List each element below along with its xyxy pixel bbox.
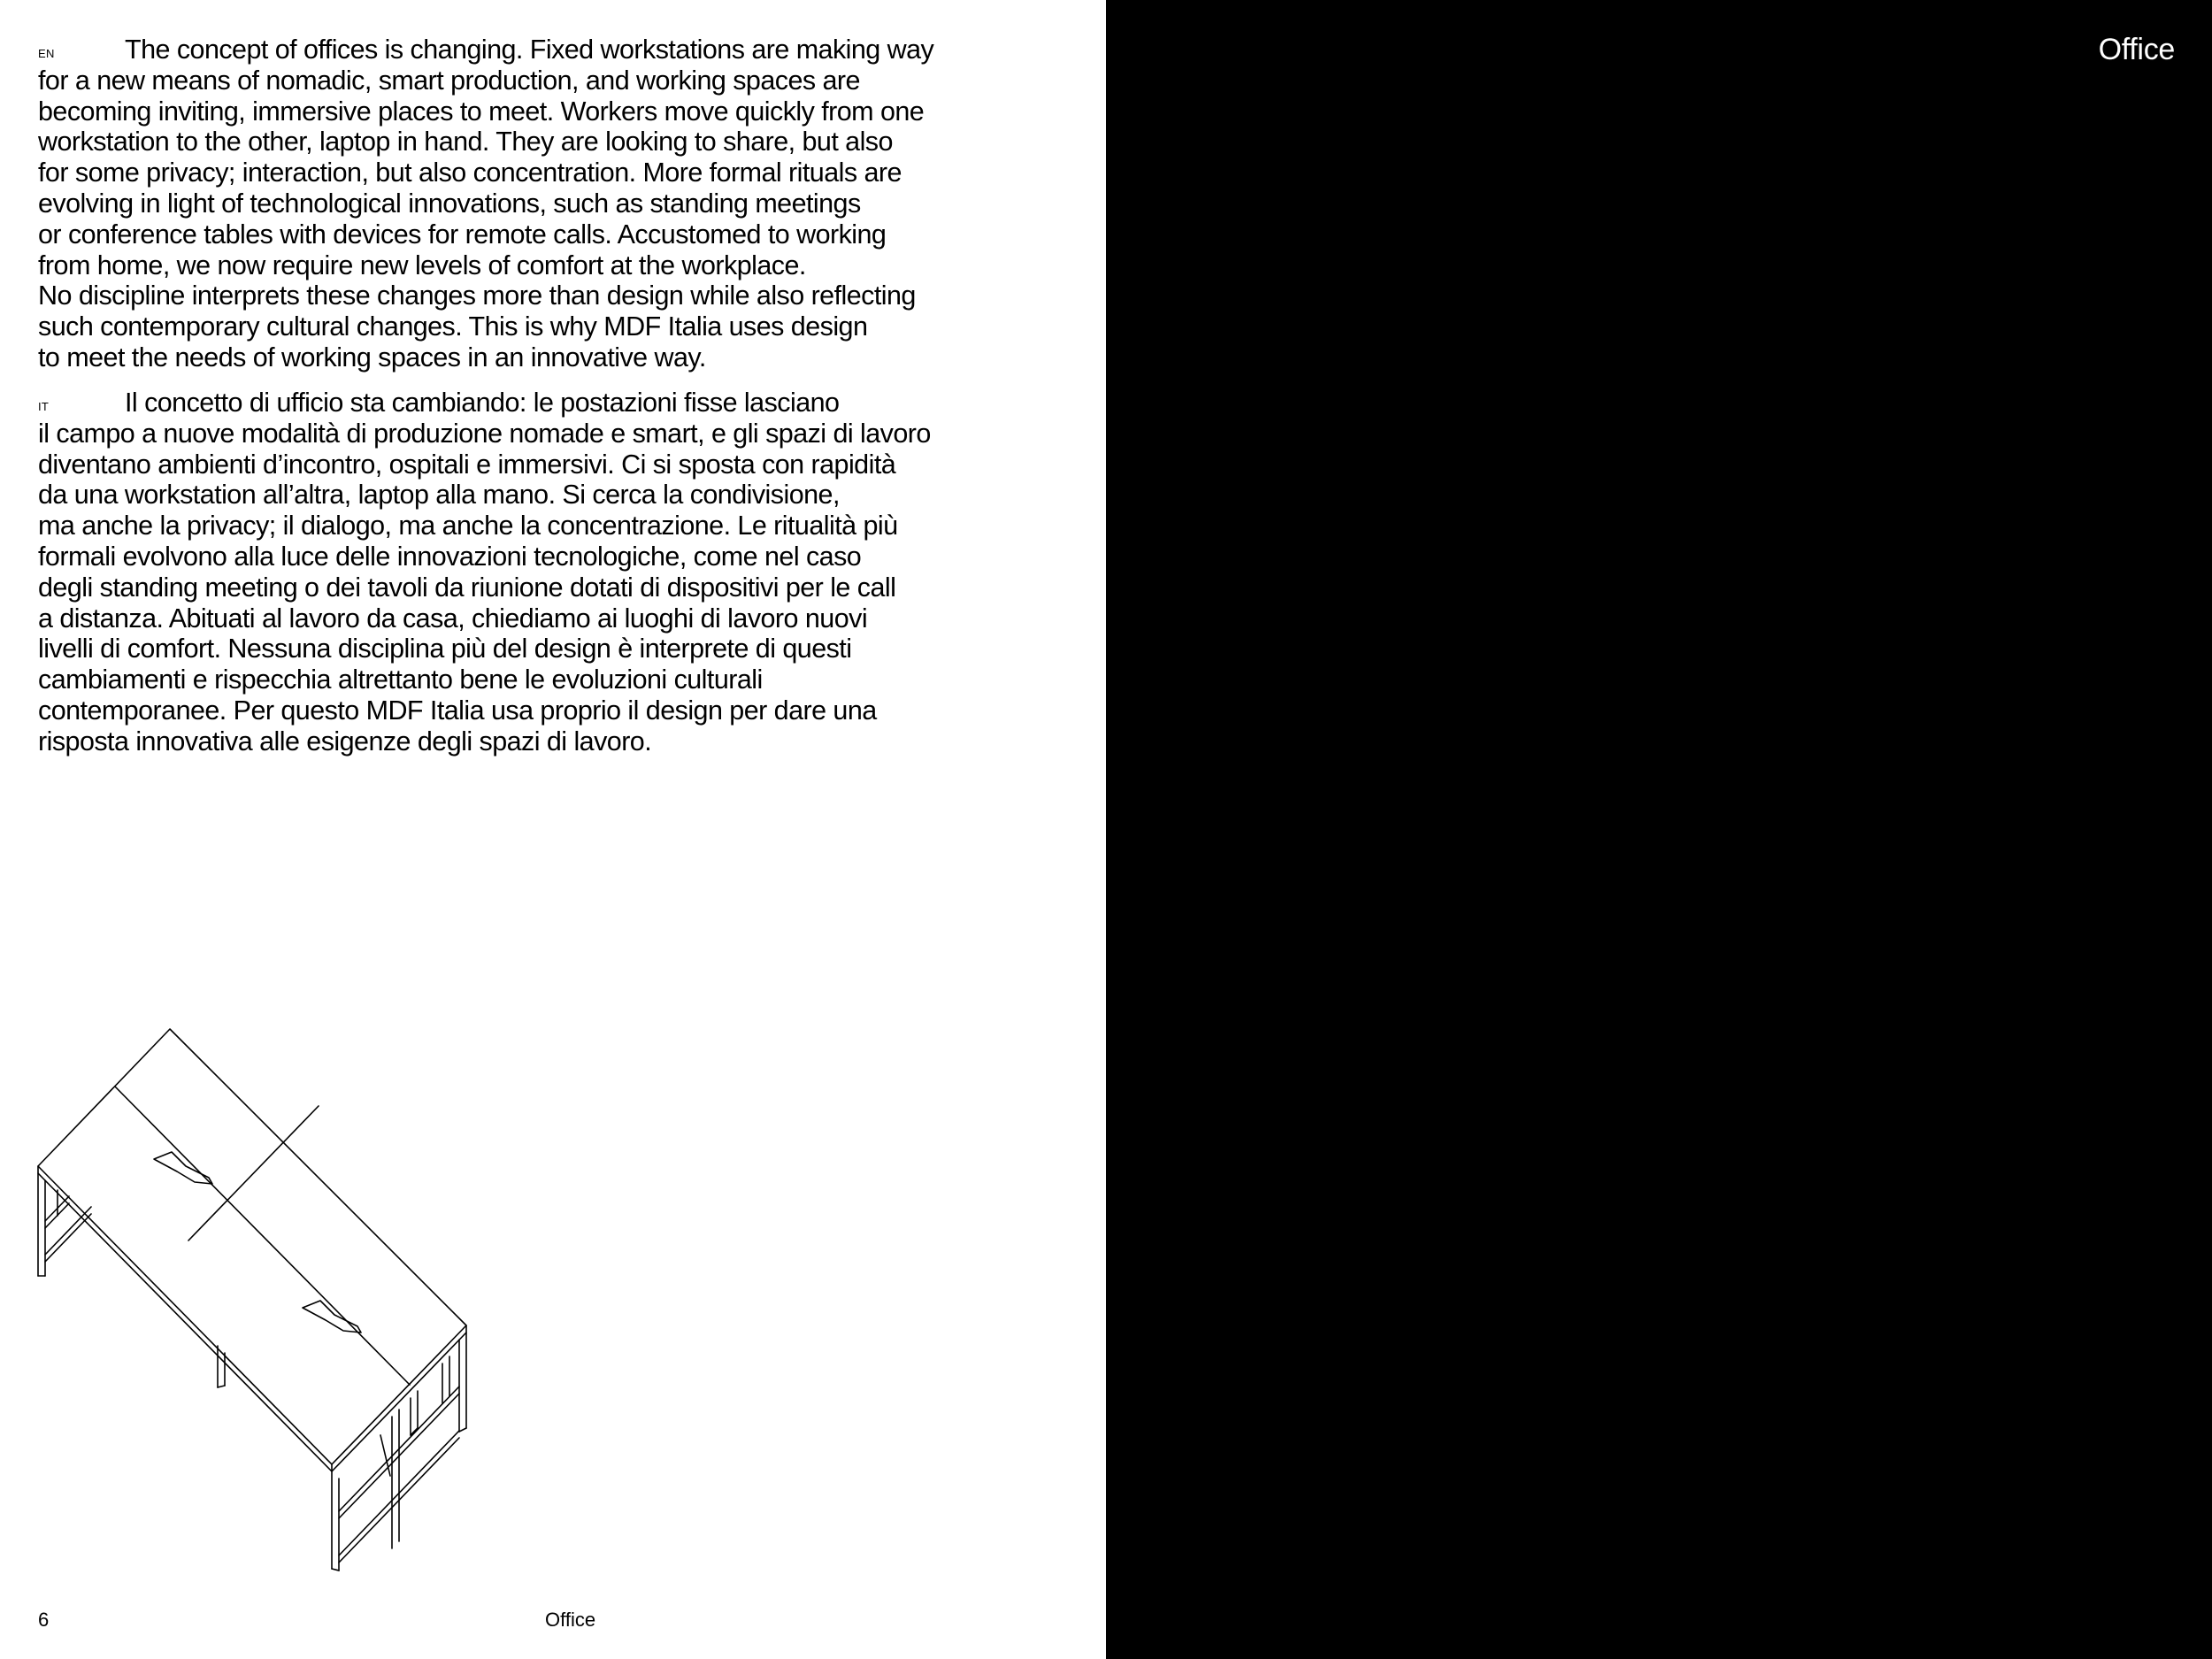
- cross-seam: [188, 1106, 319, 1240]
- text-line: EN The concept of offices is changing. Fixed workstations are making way: [38, 35, 934, 65]
- text-line: ma anche la privacy; il dialogo, ma anche la concentrazione. Le ritualità più: [38, 511, 898, 541]
- text-line: da una workstation all’altra, laptop alla mano. Si cerca la condivisione,: [38, 480, 840, 511]
- text-line: risposta innovativa alle esigenze degli spazi di lavoro.: [38, 726, 652, 757]
- text-line: workstation to the other, laptop in hand. They are looking to share, but also: [38, 127, 893, 157]
- text-line: degli standing meeting o dei tavoli da riunione dotati di dispositivi per le call: [38, 572, 896, 603]
- language-tag-it: IT: [38, 400, 50, 413]
- text-line: from home, we now require new levels of comfort at the workplace.: [38, 250, 806, 280]
- text-line: livelli di comfort. Nessuna disciplina più del design è interprete di questi: [38, 634, 852, 664]
- cable-port: [154, 1152, 212, 1184]
- text-line: evolving in light of technological innovations, such as standing meetings: [38, 188, 861, 219]
- english-paragraph: [38, 35, 1056, 373]
- text-line: a distanza. Abituati al lavoro da casa, chiediamo ai luoghi di lavoro nuovi: [38, 603, 868, 634]
- text-line: for some privacy; interaction, but also concentration. More formal rituals are: [38, 157, 902, 188]
- text-line: il campo a nuove modalità di produzione nomade e smart, e gli spazi di lavoro: [38, 418, 931, 449]
- italian-paragraph: [38, 388, 1056, 757]
- text-line: for a new means of nomadic, smart production, and working spaces are: [38, 65, 860, 96]
- text-line: becoming inviting, immersive places to meet. Workers move quickly from one: [38, 96, 925, 127]
- text-line: or conference tables with devices for remote calls. Accustomed to working: [38, 219, 887, 250]
- text-line: to meet the needs of working spaces in an innovative way.: [38, 342, 706, 373]
- section-title: Office: [2098, 33, 2175, 66]
- center-seam: [115, 1087, 410, 1385]
- language-tag-en: EN: [38, 47, 55, 60]
- text-line: IT Il concetto di ufficio sta cambiando: le postazioni fisse lasciano: [38, 388, 840, 418]
- text-line: diventano ambienti d’incontro, ospitali e immersivi. Ci si sposta con rapidità: [38, 449, 896, 480]
- desk-line-drawing: [34, 1025, 476, 1573]
- right-page: [1106, 0, 2212, 1659]
- text-line: such contemporary cultural changes. This is why MDF Italia uses design: [38, 311, 868, 342]
- left-leg-frame: [38, 1173, 91, 1276]
- page-number: 6: [38, 1609, 50, 1631]
- text-line: formali evolvono alla luce delle innovazioni tecnologiche, come nel caso: [38, 541, 862, 572]
- text-line: No discipline interprets these changes more than design while also reflecting: [38, 280, 916, 311]
- running-footer: Office: [545, 1609, 596, 1631]
- tabletop-edge: [38, 1166, 466, 1471]
- text-line: contemporanee. Per questo MDF Italia usa proprio il design per dare una: [38, 695, 877, 726]
- text-line: cambiamenti e rispecchia altrettanto bene le evoluzioni culturali: [38, 664, 763, 695]
